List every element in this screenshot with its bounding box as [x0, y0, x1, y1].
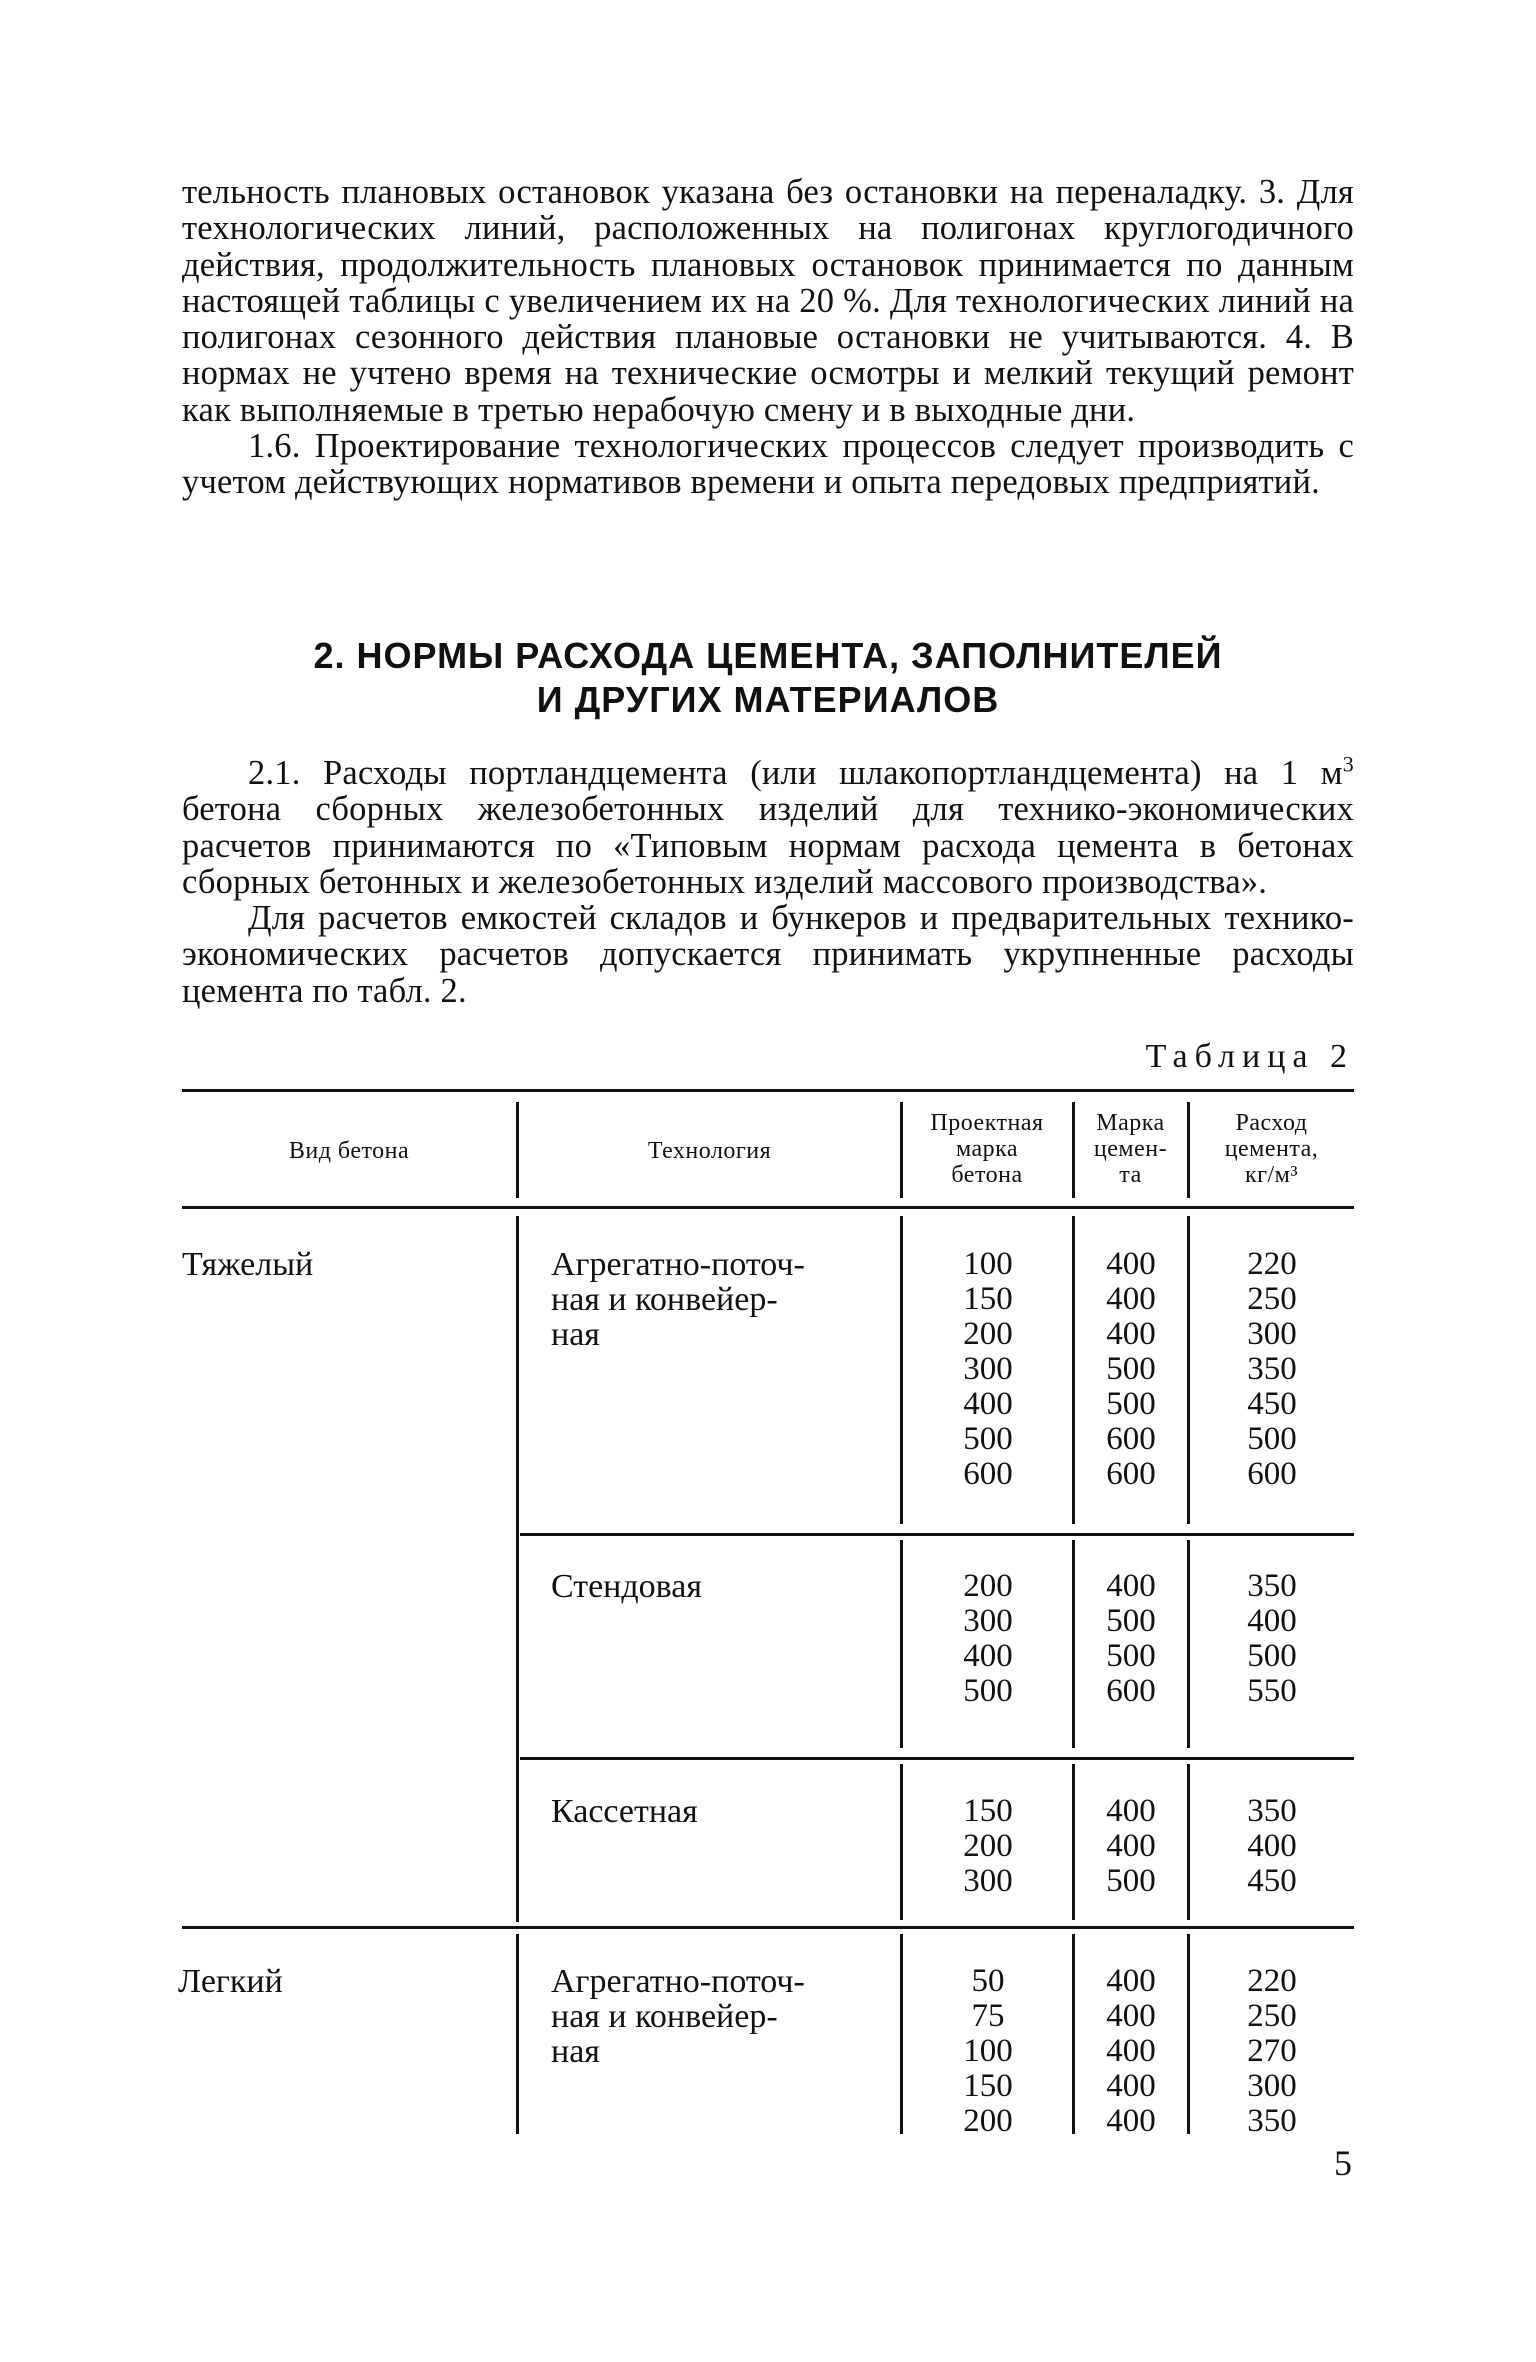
cell-value: 500 [1106, 1386, 1156, 1422]
cell-value: 600 [1247, 1456, 1297, 1492]
cell-value: 500 [1247, 1421, 1297, 1457]
section-paragraph-2: Для расчетов емкостей складов и бункеров и предварительных технико-экономических расчетов допускается принимать укрупненные расходы цемента по табл. 2. [182, 899, 1354, 1010]
cell-value: 400 [1106, 2103, 1156, 2139]
cell-value: 350 [1247, 1793, 1297, 1829]
table-subgroup-rule-1 [520, 1533, 1354, 1536]
cell-value: 400 [1106, 2068, 1156, 2104]
section-paragraph-1 [182, 751, 1354, 901]
table-group-rule [182, 1926, 1354, 1929]
cell-value: 400 [1247, 1603, 1297, 1639]
cell-value: 250 [1247, 1281, 1297, 1317]
cell-value: 200 [963, 1828, 1013, 1864]
table-top-rule [182, 1089, 1354, 1092]
header-consumption [1189, 1110, 1354, 1188]
cell-value: 400 [963, 1386, 1013, 1422]
header-consumption-line: Расход [1235, 1110, 1308, 1136]
technology-cassette [551, 1794, 698, 1829]
cell-value: 100 [963, 1246, 1013, 1282]
header-consumption-line: цемента, [1224, 1136, 1319, 1162]
concrete-type-heavy: Тяжелый [182, 1246, 314, 1283]
cell-value: 400 [1247, 1828, 1297, 1864]
cell-value: 250 [1247, 1998, 1297, 2034]
header-cement-grade-line: цемен- [1093, 1136, 1168, 1162]
header-cement-grade-line: та [1119, 1162, 1142, 1188]
consumption-values [1190, 1794, 1354, 1899]
cell-value: 350 [1247, 1568, 1297, 1604]
table-caption: Таблица 2 [1145, 1038, 1354, 1075]
technology-line: ная и конвейер- [551, 1998, 778, 2035]
section-title-line-2: И ДРУГИХ МАТЕРИАЛОВ [536, 679, 1000, 720]
technology-line: Стендовая [551, 1568, 703, 1605]
cell-value: 300 [1247, 2068, 1297, 2104]
cell-value: 400 [1106, 1963, 1156, 1999]
cell-value: 500 [1247, 1638, 1297, 1674]
technology-line: ная [551, 2033, 600, 2070]
technology-stand [551, 1569, 702, 1604]
section-title [182, 634, 1354, 722]
header-consumption-line: кг/м³ [1244, 1162, 1299, 1188]
cement-grade-values [1075, 1569, 1187, 1709]
cell-value: 600 [963, 1456, 1013, 1492]
cell-value: 400 [1106, 1828, 1156, 1864]
table-header-rule [182, 1206, 1354, 1209]
table-col-divider [516, 1934, 519, 2134]
cell-value: 300 [963, 1603, 1013, 1639]
cement-grade-values [1075, 1794, 1187, 1899]
cell-value: 500 [1106, 1863, 1156, 1899]
concrete-type-light: Легкий [178, 1963, 283, 2000]
cell-value: 600 [1106, 1456, 1156, 1492]
cell-value: 400 [1106, 1316, 1156, 1352]
cell-value: 150 [963, 1793, 1013, 1829]
header-design-grade-line: Проектная [930, 1110, 1044, 1136]
header-design-grade-line: бетона [951, 1162, 1023, 1188]
technology-line: Агрегатно-поточ- [551, 1963, 805, 2000]
header-technology: Технология [647, 1138, 772, 1164]
cement-grade-values [1075, 1964, 1187, 2139]
consumption-values [1190, 1964, 1354, 2139]
cell-value: 400 [1106, 1568, 1156, 1604]
cell-value: 270 [1247, 2033, 1297, 2069]
consumption-values [1190, 1247, 1354, 1492]
cell-value: 350 [1247, 1351, 1297, 1387]
technology-line: ная и конвейер- [551, 1281, 778, 1318]
cell-value: 500 [1106, 1603, 1156, 1639]
page-number: 5 [1334, 2143, 1352, 2183]
section-paragraph-1-end: бетона сборных железобетонных изделий для технико-экономических расчетов принимаются по «Типовым нормам расхода цемента в бетонах сборных бетонных и железобетонных изделий массового производства». [182, 790, 1354, 901]
cell-value: 220 [1247, 1963, 1297, 1999]
cell-value: 500 [963, 1421, 1013, 1457]
cell-value: 300 [963, 1863, 1013, 1899]
cell-value: 400 [963, 1638, 1013, 1674]
cell-value: 450 [1247, 1386, 1297, 1422]
consumption-values [1190, 1569, 1354, 1709]
cell-value: 50 [971, 1963, 1005, 1999]
cell-value: 75 [971, 1998, 1005, 2034]
cell-value: 200 [963, 1316, 1013, 1352]
cell-value: 400 [1106, 1246, 1156, 1282]
technology-line: Кассетная [551, 1793, 698, 1830]
cell-value: 150 [963, 2068, 1013, 2104]
cell-value: 600 [1106, 1673, 1156, 1709]
cell-value: 500 [963, 1673, 1013, 1709]
technology-aggregate-flow [551, 1964, 805, 2069]
cell-value: 300 [1247, 1316, 1297, 1352]
technology-aggregate-flow [551, 1247, 805, 1352]
cement-grade-values [1075, 1247, 1187, 1492]
header-cement-grade [1074, 1110, 1187, 1188]
cell-value: 400 [1106, 1998, 1156, 2034]
cell-value: 500 [1106, 1351, 1156, 1387]
superscript-3: 3 [1342, 751, 1354, 777]
cell-value: 200 [963, 1568, 1013, 1604]
technology-line: Агрегатно-поточ- [551, 1246, 805, 1283]
cell-value: 100 [963, 2033, 1013, 2069]
cell-value: 550 [1247, 1673, 1297, 1709]
header-design-grade-line: марка [955, 1136, 1019, 1162]
cell-value: 350 [1247, 2103, 1297, 2139]
section-title-line-1: 2. НОРМЫ РАСХОДА ЦЕМЕНТА, ЗАПОЛНИТЕЛЕЙ [313, 635, 1223, 676]
cell-value: 500 [1106, 1638, 1156, 1674]
intro-paragraph-2: 1.6. Проектирование технологических процессов следует производить с учетом действующих нормативов времени и опыта передовых предприятий. [182, 427, 1354, 502]
design-grade-values [903, 1247, 1073, 1492]
cell-value: 400 [1106, 2033, 1156, 2069]
cell-value: 300 [963, 1351, 1013, 1387]
technology-line: ная [551, 1316, 600, 1353]
cell-value: 220 [1247, 1246, 1297, 1282]
header-concrete-type: Вид бетона [288, 1138, 410, 1164]
cell-value: 600 [1106, 1421, 1156, 1457]
cell-value: 450 [1247, 1863, 1297, 1899]
section-paragraph-1-start: 2.1. Расходы портландцемента (или шлакопортландцемента) на 1 м [248, 754, 1343, 792]
design-grade-values [903, 1569, 1073, 1709]
cell-value: 400 [1106, 1281, 1156, 1317]
intro-text [182, 174, 1354, 501]
section-text [182, 751, 1354, 1010]
design-grade-values [903, 1964, 1073, 2139]
table-col-divider [516, 1216, 519, 1922]
cell-value: 200 [963, 2103, 1013, 2139]
cell-value: 400 [1106, 1793, 1156, 1829]
cell-value: 150 [963, 1281, 1013, 1317]
design-grade-values [903, 1794, 1073, 1899]
intro-paragraph-1: тельность плановых остановок указана без остановки на переналадку. 3. Для технологических линий, расположенных на полигонах круглогодичного действия, продолжительность плановых остановок принимается по данным настоящей таблицы с увеличением их на 20 %. Для технологических линий на полигонах сезонного действия плановые остановки не учитываются. 4. В нормах не учтено время на технические осмотры и мелкий текущий ремонт как выполняемые в третью нерабочую смену и в выходные дни. [182, 173, 1354, 429]
header-cement-grade-line: Марка [1096, 1110, 1165, 1136]
header-design-grade [902, 1110, 1072, 1188]
table-subgroup-rule-2 [520, 1757, 1354, 1760]
